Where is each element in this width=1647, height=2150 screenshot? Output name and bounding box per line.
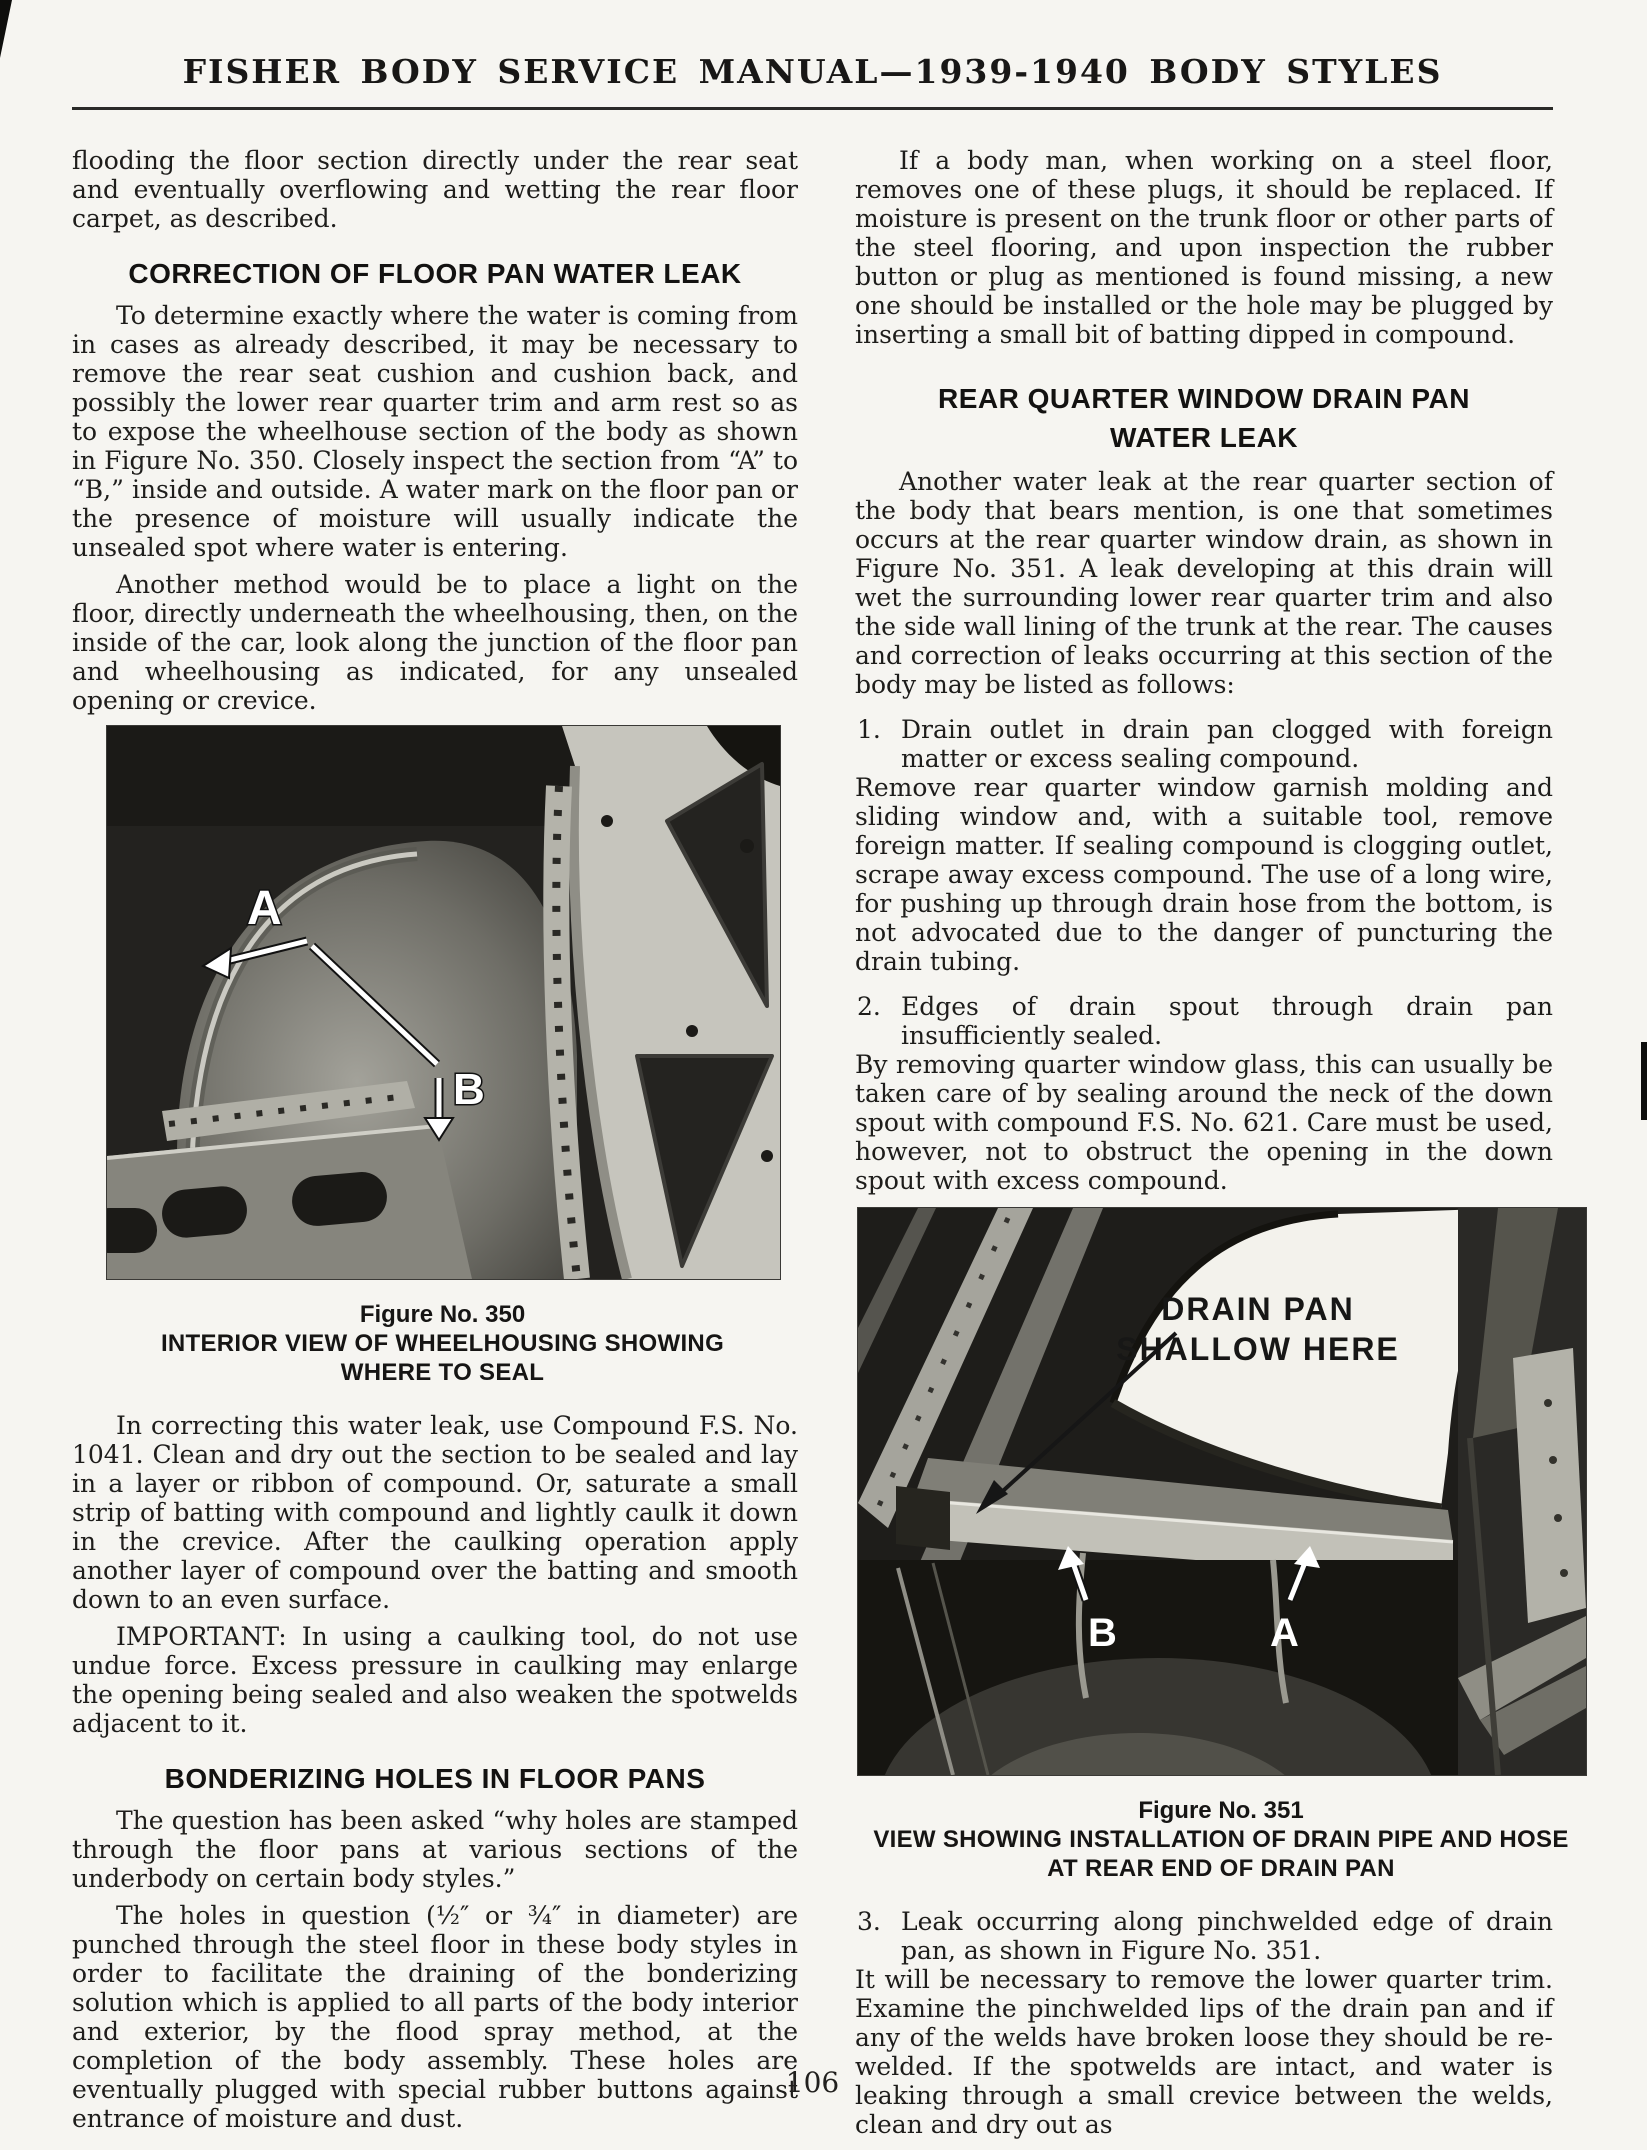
figure-350-number: Figure No. 350 — [359, 1301, 526, 1328]
figure-351-caption — [857, 1796, 1585, 1883]
paragraph-another-method: Another method would be to place a light on the floor, directly underneath the wheelhousing, then, on the inside of the car, look along the junction of the floor pan and wheelhousing as indicated, for any unsealed opening or crevice. — [72, 570, 798, 715]
figure-350-caption-line3: WHERE TO SEAL — [340, 1359, 545, 1386]
heading-rear-quarter-line2: WATER LEAK — [1109, 422, 1299, 453]
figure-351-annotation-line1: DRAIN PAN — [1161, 1291, 1355, 1327]
figure-351-annotation-line2: SHALLOW HERE — [1116, 1331, 1400, 1367]
heading-correction-floor-pan: CORRECTION OF FLOOR PAN WATER LEAK — [128, 258, 742, 289]
scan-artifact-edge — [1641, 1042, 1647, 1120]
heading-rear-quarter-line1: REAR QUARTER WINDOW DRAIN PAN — [938, 383, 1470, 414]
figure-351-caption-line2: VIEW SHOWING INSTALLATION OF DRAIN PIPE AND HOSE — [873, 1826, 1569, 1853]
list-item-1-detail: Remove rear quarter window garnish molding and sliding window and, with a suitable tool, remove foreign matter. If sealing compound is clogging outlet, scrape away excess compound. The use of a long wire, for pushing up through drain hose from the bottom, is not advocated due to the danger of puncturing the drain tubing. — [855, 773, 1553, 976]
heading-rear-quarter-drain — [855, 379, 1553, 457]
list-item-3-number: 3. — [857, 1907, 881, 1936]
list-item-1 — [855, 715, 1553, 773]
list-item-1-number: 1. — [857, 715, 881, 744]
page-number: 106 — [785, 2066, 840, 2099]
paragraph-important: IMPORTANT: In using a caulking tool, do not use undue force. Excess pressure in caulking may enlarge the opening being sealed and also weaken the spotwelds adjacent to it. — [72, 1622, 798, 1738]
figure-351-label-a: A — [1270, 1611, 1299, 1655]
figure-350-label-a: A — [247, 882, 282, 935]
scan-artifact-corner — [0, 0, 12, 58]
list-item-2-detail: By removing quarter window glass, this can usually be taken care of by sealing around the neck of the down spout with compound F.S. No. 621. Care must be used, however, not to obstruct the opening in the down spout with excess compound. — [855, 1050, 1553, 1195]
list-item-1-text: Drain outlet in drain pan clogged with foreign matter or excess sealing compound. — [901, 715, 1553, 773]
paragraph-another-leak: Another water leak at the rear quarter section of the body that bears mention, is one that sometimes occurs at the rear quarter window drain, as shown in Figure No. 351. A leak developing at this drain will wet the surrounding lower rear quarter trim and also the side wall lining of the trunk at the rear. The causes and correction of leaks occurring at this section of the body may be listed as follows: — [855, 467, 1553, 699]
right-column — [855, 146, 1569, 2139]
list-item-3-detail: It will be necessary to remove the lower quarter trim. Examine the pinchwelded lips of the drain pan and if any of the welds have broken loose they should be re-welded. If the spotwelds are intact, and water is leaking through a small crevice between the welds, clean and dry out as — [855, 1965, 1553, 2139]
header-rule — [72, 107, 1553, 110]
figure-350-label-b: B — [453, 1065, 485, 1114]
wheelhousing-photo — [106, 725, 781, 1280]
figure-351-caption-line3: AT REAR END OF DRAIN PAN — [1047, 1855, 1395, 1882]
list-item-2 — [855, 992, 1553, 1050]
paragraph-holes: The holes in question (½″ or ¾″ in diameter) are punched through the steel floor in these body styles in order to facilitate the draining of the bonderizing solution which is applied to all parts of the body interior and exterior, by the flood spray method, at the completion of the body assembly. These holes are eventually plugged with special rubber buttons against entrance of moisture and dust. — [72, 1901, 798, 2133]
heading-bonderizing-holes: BONDERIZING HOLES IN FLOOR PANS — [164, 1763, 706, 1794]
list-item-2-number: 2. — [857, 992, 881, 1021]
list-item-3-text: Leak occurring along pinchwelded edge of drain pan, as shown in Figure No. 351. — [901, 1907, 1553, 1965]
paragraph-question: The question has been asked “why holes are stamped through the floor pans at various sections of the underbody on certain body styles.” — [72, 1806, 798, 1893]
list-item-3 — [855, 1907, 1553, 1965]
paragraph-determine: To determine exactly where the water is coming from in cases as already described, it may be necessary to remove the rear seat cushion and cushion back, and possibly the lower rear quarter trim and arm rest so as to expose the wheelhouse section of the body as shown in Figure No. 350. Closely inspect the section from “A” to “B,” inside and outside. A water mark on the floor pan or the presence of moisture will usually indicate the unsealed spot where water is entering. — [72, 301, 798, 562]
figure-351-photo — [857, 1207, 1585, 1776]
paragraph-body-man: If a body man, when working on a steel floor, removes one of these plugs, it should be replaced. If moisture is present on the trunk floor or other parts of the steel flooring, and upon inspection the rubber button or plug as mentioned is found missing, a new one should be installed or the hole may be plugged by inserting a small bit of batting dipped in compound. — [855, 146, 1553, 349]
drain-pan-photo — [857, 1207, 1587, 1776]
figure-351-label-b: B — [1088, 1611, 1117, 1655]
page-header-title: FISHER BODY SERVICE MANUAL—1939-1940 BODY STYLES — [182, 52, 1443, 91]
figure-351-number: Figure No. 351 — [1138, 1797, 1304, 1824]
figure-350-caption — [106, 1300, 779, 1387]
paragraph-intro: flooding the floor section directly under the rear seat and eventually overflowing and wetting the rear floor carpet, as described. — [72, 146, 798, 233]
left-column — [72, 146, 798, 2133]
figure-350-caption-line2: INTERIOR VIEW OF WHEELHOUSING SHOWING — [160, 1330, 725, 1357]
paragraph-correcting-leak: In correcting this water leak, use Compound F.S. No. 1041. Clean and dry out the section to be sealed and lay in a layer or ribbon of compound. Or, saturate a small strip of batting with compound and lightly caulk it down in the crevice. After the caulking operation apply another layer of compound over the batting and smooth down to an even surface. — [72, 1411, 798, 1614]
figure-350-photo — [106, 725, 779, 1280]
list-item-2-text: Edges of drain spout through drain pan insufficiently sealed. — [901, 992, 1553, 1050]
